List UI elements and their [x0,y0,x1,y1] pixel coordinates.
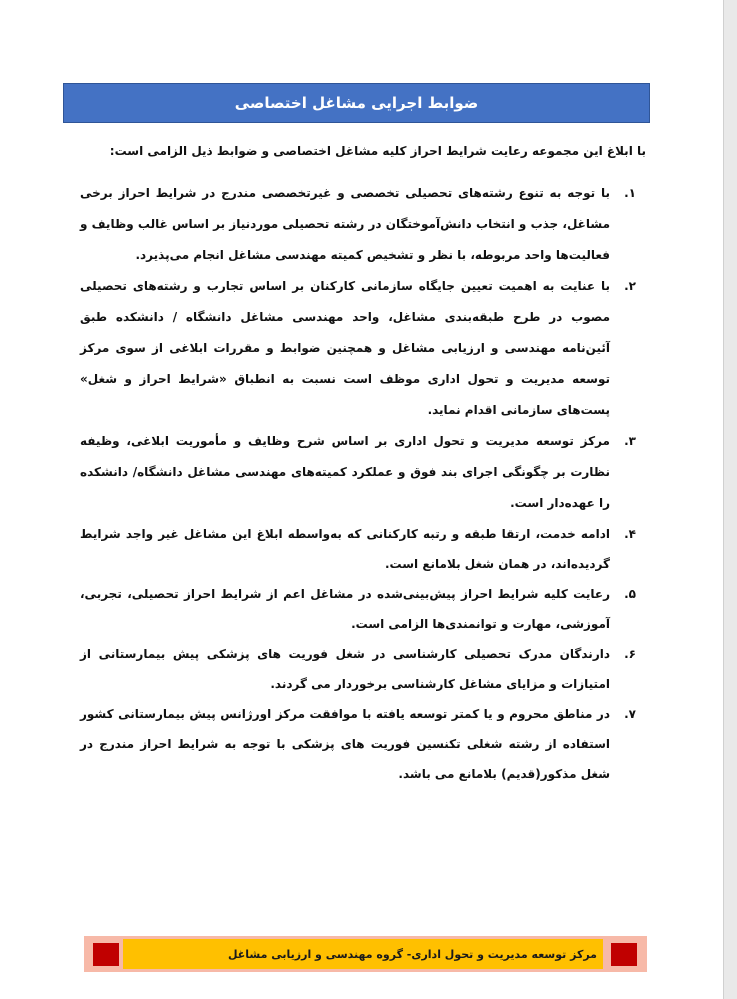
rule-number: ۲. [624,279,636,293]
rule-text: مرکز توسعه مدیریت و تحول اداری بر اساس شرح وظایف و مأموریت ابلاغی، وظیفه نظارت بر چگونگی اجرای بند فوق و عملکرد کمیته‌های مهندسی مشاغل دانشگاه/ دانشکده را عهده‌دار است. [80,434,610,510]
rule-item-2 [80,271,636,426]
rule-item-3 [80,426,636,519]
rule-text: در مناطق محروم و یا کمتر توسعه یافته با موافقت مرکز اورژانس پیش بیمارستانی کشور استفاده از رشته شغلی تکنسین فوریت های پزشکی با توجه به شرایط احراز مندرج در شغل مذکور(قدیم) بلامانع می باشد. [80,707,610,781]
rule-number: ۶. [624,647,636,661]
rule-text: دارندگان مدرک تحصیلی کارشناسی در شغل فوریت های پزشکی پیش بیمارستانی از امتیازات و مزایای مشاغل کارشناسی برخوردار می گردند. [80,647,610,691]
rule-number: ۱. [624,186,636,200]
rule-item-1 [80,178,636,271]
rules-list [80,178,636,789]
title-banner [63,83,650,123]
rule-item-4 [80,519,636,579]
footer-red-square-right [611,943,637,966]
footer-banner [84,936,647,972]
rule-item-6 [80,639,636,699]
rule-text: ادامه خدمت، ارتقا طبقه و رتبه کارکنانی که به‌واسطه ابلاغ این مشاغل غیر واجد شرایط گردیده‌اند، در همان شغل بلامانع است. [80,527,610,571]
rule-item-5 [80,579,636,639]
rule-number: ۷. [624,707,636,721]
footer-text: مرکز توسعه مدیریت و تحول اداری- گروه مهندسی و ارزیابی مشاغل [227,947,597,961]
rule-number: ۵. [624,587,636,601]
intro-paragraph: با ابلاغ این مجموعه رعایت شرایط احراز کلیه مشاغل اختصاصی و ضوابط ذیل الزامی است: [109,144,646,158]
rule-number: ۳. [624,434,636,448]
page-edge [723,0,737,999]
rule-number: ۴. [624,527,636,541]
footer-band [123,939,603,969]
rule-text: رعایت کلیه شرایط احراز پیش‌بینی‌شده در مشاغل اعم از شرایط احراز تحصیلی، تجربی، آموزشی، مهارت و توانمندی‌ها الزامی است. [80,587,610,631]
rule-item-7 [80,699,636,789]
rule-text: با توجه به تنوع رشته‌های تحصیلی تخصصی و غیرتخصصی مندرج در شرایط احراز برخی مشاغل، جذب و انتخاب دانش‌آموختگان در رشته تحصیلی موردنیاز بر اساس غالب وظایف و فعالیت‌ها واحد مربوطه، با نظر و تشخیص کمیته مهندسی مشاغل انجام می‌پذیرد. [80,186,610,262]
page-title: ضوابط اجرایی مشاغل اختصاصی [234,94,479,112]
footer-red-square-left [93,943,119,966]
rule-text: با عنایت به اهمیت تعیین جایگاه سازمانی کارکنان بر اساس تجارب و رشته‌های تحصیلی مصوب در طرح طبقه‌بندی مشاغل، واحد مهندسی مشاغل دانشگاه / دانشکده طبق آئین‌نامه مهندسی و ارزیابی مشاغل و همچنین ضوابط و مقررات ابلاغی از سوی مرکز توسعه مدیریت و تحول اداری موظف است نسبت به انطباق «شرایط احراز و شغل» پست‌های سازمانی اقدام نماید. [80,279,610,417]
